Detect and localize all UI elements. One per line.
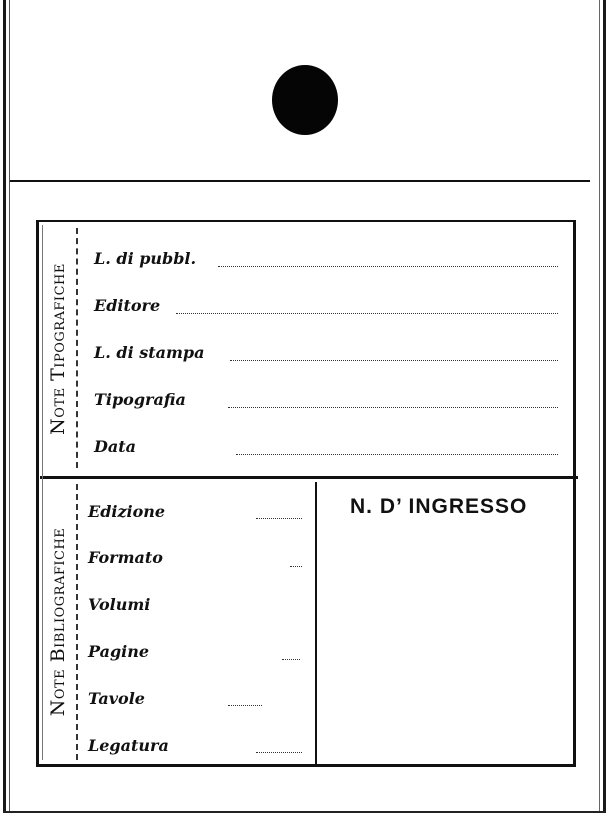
card-right-edge — [603, 0, 606, 812]
card-left-edge — [3, 0, 6, 812]
accession-number-label: N. D’ INGRESSO — [350, 495, 528, 518]
field-dots — [218, 266, 558, 267]
field-label-data: Data — [94, 437, 136, 456]
card-left-edge-inner — [9, 0, 10, 812]
field-dots — [236, 454, 558, 455]
field-dots — [256, 752, 302, 753]
field-label-luogo-stampa: L. di stampa — [94, 343, 205, 362]
field-label-legatura: Legatura — [88, 736, 169, 755]
field-dots — [228, 407, 558, 408]
field-label-formato: Formato — [88, 548, 163, 567]
field-dots — [230, 360, 558, 361]
field-dots — [228, 705, 262, 706]
punch-hole — [272, 65, 338, 135]
section-dashed-rule-bottom — [76, 484, 78, 760]
field-label-editore: Editore — [94, 296, 161, 315]
field-label-edizione: Edizione — [88, 502, 166, 521]
inner-left-rule — [42, 225, 43, 760]
field-dots — [290, 566, 302, 567]
section-divider — [40, 476, 578, 479]
field-label-luogo-pubblicazione: L. di pubbl. — [94, 249, 197, 268]
field-dots — [282, 659, 300, 660]
field-label-pagine: Pagine — [88, 642, 150, 661]
field-dots — [176, 313, 558, 314]
top-divider — [10, 180, 590, 182]
section-dashed-rule-top — [76, 228, 78, 468]
field-label-tavole: Tavole — [88, 689, 145, 708]
column-divider — [315, 482, 317, 764]
card-bottom-edge — [3, 811, 606, 813]
field-dots — [256, 518, 302, 519]
section-title-bibliografiche: Note Bibliografiche — [47, 527, 69, 717]
field-label-tipografia: Tipografia — [94, 390, 186, 409]
field-label-volumi: Volumi — [88, 595, 151, 614]
card-right-edge-inner — [599, 0, 600, 812]
section-title-tipografiche: Note Tipografiche — [47, 263, 69, 435]
